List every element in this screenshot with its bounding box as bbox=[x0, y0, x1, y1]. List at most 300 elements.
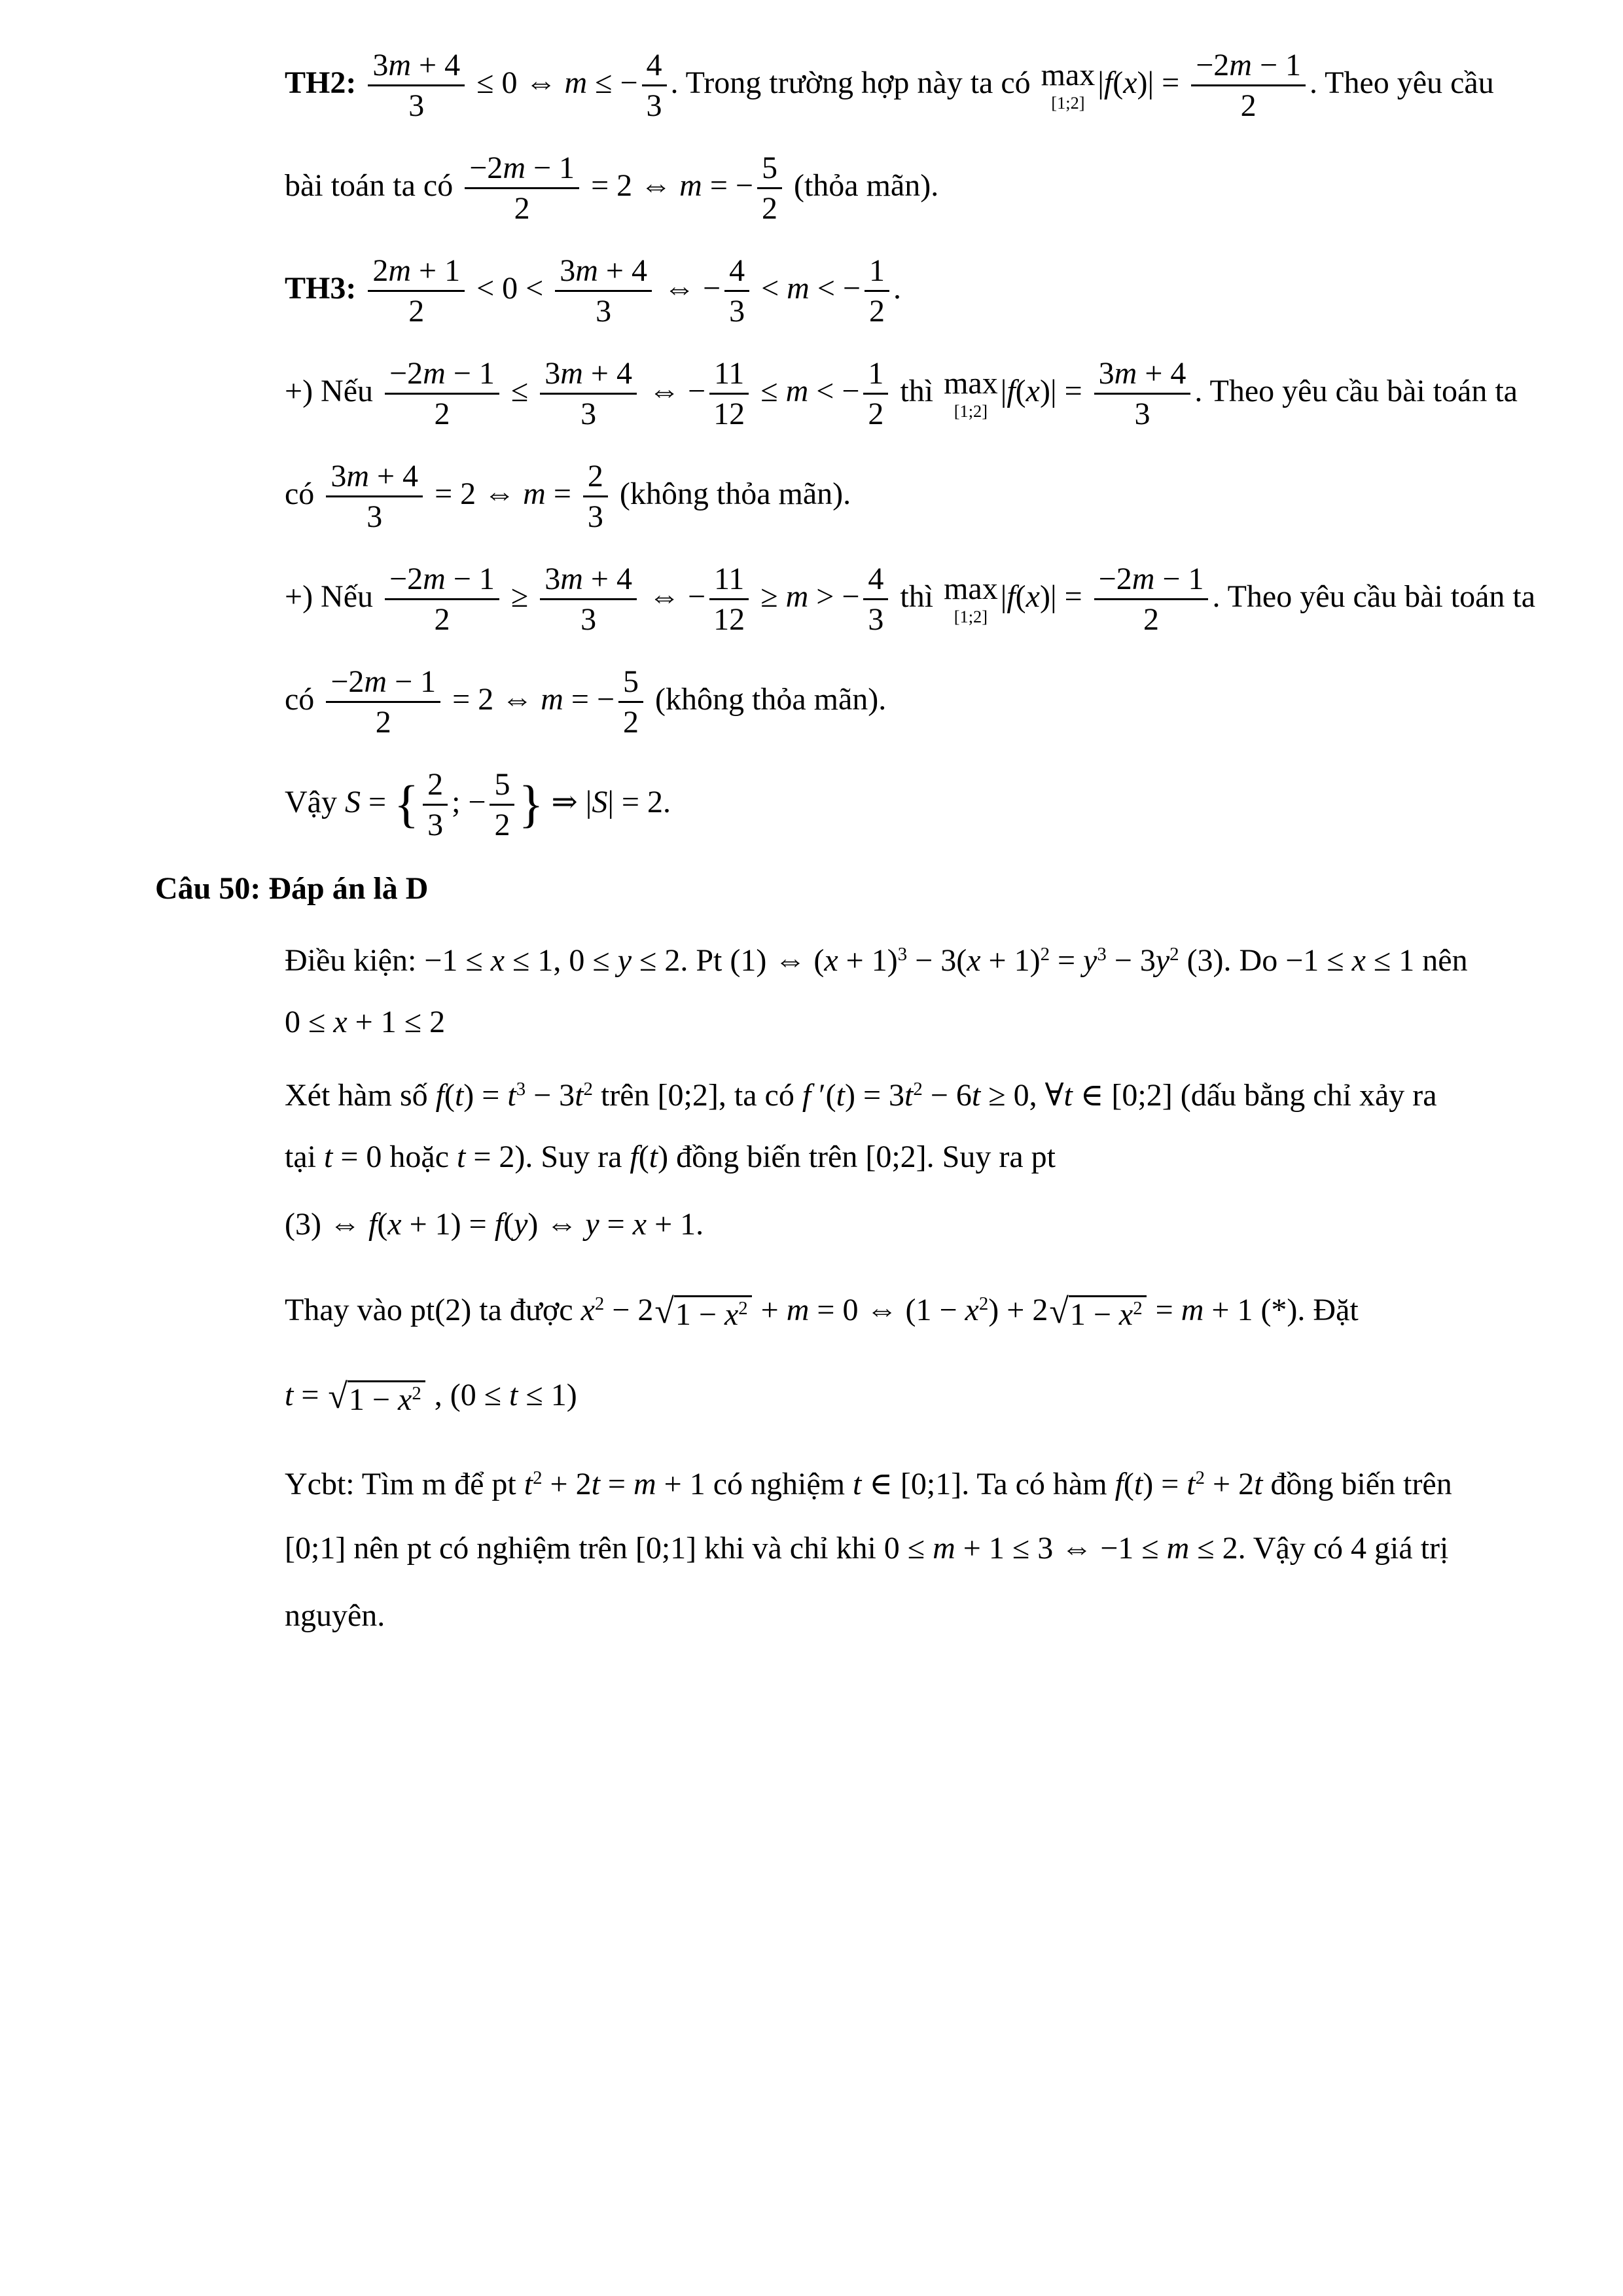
math-variable: t bbox=[971, 1077, 981, 1113]
math-text: 1 bbox=[868, 253, 885, 288]
math-variable: x bbox=[824, 942, 838, 978]
fraction-numerator bbox=[555, 253, 652, 293]
radical-sign-icon: √ bbox=[328, 1376, 348, 1416]
math-text: 3 bbox=[372, 47, 389, 82]
math-text: 2 bbox=[494, 808, 510, 843]
math-text: − 1 bbox=[445, 355, 495, 391]
math-text: | bbox=[1000, 374, 1007, 408]
math-text: 3 bbox=[544, 355, 561, 391]
math-text: −2 bbox=[1098, 561, 1132, 596]
math-variable: x bbox=[965, 1292, 979, 1327]
superscript: 3 bbox=[516, 1079, 526, 1100]
math-variable: f bbox=[1007, 374, 1016, 408]
math-text: 2 bbox=[1240, 88, 1257, 124]
math-text: 11 bbox=[714, 355, 745, 391]
max-operator bbox=[1041, 60, 1096, 111]
math-text: ≥ bbox=[503, 579, 537, 614]
bold-text: Câu 50: Đáp án là D bbox=[155, 871, 429, 906]
math-variable: m bbox=[787, 271, 810, 306]
math-variable: m bbox=[575, 253, 598, 288]
math-text: | bbox=[1097, 65, 1104, 100]
math-variable: t bbox=[575, 1077, 584, 1113]
math-text: 3 bbox=[587, 499, 603, 535]
fraction-denominator bbox=[580, 600, 596, 637]
line-pt3-equiv bbox=[285, 1191, 1600, 1258]
math-text: 1 − bbox=[675, 1297, 724, 1332]
fraction-numerator bbox=[618, 664, 643, 704]
math-text: − 1 bbox=[1251, 47, 1302, 82]
math-text: 4 bbox=[729, 253, 745, 288]
math-variable: m bbox=[423, 355, 446, 391]
math-text: 2 bbox=[434, 602, 450, 637]
fraction-numerator bbox=[757, 151, 782, 190]
math-text: nguyên. bbox=[285, 1598, 385, 1633]
math-text: bài toán ta có bbox=[285, 168, 461, 203]
math-text: ′( bbox=[811, 1077, 836, 1113]
math-variable: t bbox=[836, 1077, 845, 1113]
math-text: + 4 bbox=[597, 253, 647, 288]
math-text: Xét hàm số bbox=[285, 1077, 436, 1113]
math-text: . Trong trường hợp này ta có bbox=[670, 65, 1039, 100]
math-text: . bbox=[893, 271, 901, 306]
fraction bbox=[709, 356, 749, 433]
math-variable: S bbox=[592, 785, 608, 819]
fraction-numerator bbox=[583, 459, 608, 498]
math-text: −2 bbox=[389, 561, 423, 596]
math-text: Vậy bbox=[285, 785, 345, 819]
fraction-numerator bbox=[865, 253, 889, 293]
fraction bbox=[757, 151, 782, 227]
superscript: 2 bbox=[1169, 944, 1179, 965]
math-text: 12 bbox=[713, 602, 745, 637]
math-text: ) ⇔ bbox=[527, 1207, 586, 1242]
math-variable: x bbox=[967, 942, 981, 978]
math-variable: f bbox=[368, 1207, 378, 1242]
math-variable: m bbox=[679, 168, 702, 203]
fraction bbox=[618, 664, 643, 741]
math-text: ≥ bbox=[753, 579, 786, 614]
bold-text: TH2: bbox=[285, 65, 365, 100]
fraction-numerator bbox=[540, 562, 637, 601]
math-text: 2 bbox=[434, 397, 450, 432]
math-text: tại bbox=[285, 1139, 324, 1174]
line-th2 bbox=[285, 31, 1600, 134]
fraction bbox=[555, 253, 652, 330]
line-case1-if bbox=[285, 340, 1600, 442]
line-ycbt bbox=[285, 1441, 1600, 1515]
bold-text: TH3: bbox=[285, 271, 365, 306]
math-variable: m bbox=[633, 1466, 656, 1501]
math-text: − 6 bbox=[922, 1077, 972, 1113]
math-text: 3 bbox=[330, 458, 347, 493]
operator-name: max bbox=[944, 366, 998, 401]
math-text: 3 bbox=[427, 808, 444, 843]
math-text: + 1 bbox=[411, 253, 461, 288]
fraction-denominator bbox=[713, 395, 745, 432]
math-text: 11 bbox=[714, 561, 745, 596]
math-variable: t bbox=[1063, 1077, 1073, 1113]
fraction bbox=[326, 459, 423, 535]
math-variable: m bbox=[560, 561, 583, 596]
operator-interval: [1;2] bbox=[954, 401, 988, 422]
operator-name: max bbox=[944, 571, 998, 607]
fraction-numerator bbox=[1191, 48, 1306, 87]
fraction-denominator bbox=[1135, 395, 1150, 432]
fraction-numerator bbox=[863, 356, 888, 395]
math-text: 2 bbox=[587, 458, 603, 493]
math-text: + 2 bbox=[542, 1466, 592, 1501]
sqrt-expression bbox=[328, 1376, 425, 1417]
math-text: = 0 ⇔ (1 − bbox=[809, 1292, 965, 1327]
math-text: ≤ 1) bbox=[518, 1378, 577, 1412]
math-text: ( bbox=[1123, 1466, 1134, 1501]
fraction bbox=[1191, 48, 1306, 124]
math-variable: t bbox=[1254, 1466, 1263, 1501]
max-operator bbox=[944, 573, 998, 625]
math-variable: m bbox=[1132, 561, 1155, 596]
math-text: )| = bbox=[1137, 65, 1188, 100]
math-variable: m bbox=[1181, 1292, 1204, 1327]
superscript: 2 bbox=[738, 1297, 748, 1319]
math-text: 2 bbox=[868, 397, 884, 432]
big-delimiter: } bbox=[518, 776, 544, 834]
math-text: = bbox=[1147, 1292, 1181, 1327]
fraction-denominator bbox=[514, 189, 530, 226]
fraction-numerator bbox=[724, 253, 749, 293]
fraction bbox=[385, 356, 499, 433]
math-text: = 2 ⇔ bbox=[583, 168, 680, 203]
fraction bbox=[490, 767, 514, 844]
math-text: 0 ≤ bbox=[285, 1005, 334, 1039]
math-text: + 4 bbox=[582, 355, 632, 391]
line-conclusion-s bbox=[285, 751, 1600, 853]
math-variable: m bbox=[564, 65, 588, 100]
math-text: (3) ⇔ bbox=[285, 1207, 368, 1242]
math-text: = bbox=[360, 785, 395, 819]
math-text: ≤ 0 ⇔ bbox=[469, 65, 565, 100]
math-text: ≥ 0, ∀ bbox=[980, 1077, 1064, 1113]
math-text: Điều kiện: −1 ≤ bbox=[285, 942, 491, 978]
math-text: + 4 bbox=[582, 561, 632, 596]
math-text: + 1 (*). Đặt bbox=[1204, 1292, 1359, 1327]
math-text: ) + 2 bbox=[988, 1292, 1048, 1327]
math-variable: m bbox=[346, 458, 369, 493]
math-text: 5 bbox=[494, 766, 510, 802]
fraction bbox=[724, 253, 749, 330]
math-text: < bbox=[753, 271, 787, 306]
fraction bbox=[865, 253, 889, 330]
math-text: −2 bbox=[330, 664, 365, 699]
fraction-numerator bbox=[642, 48, 667, 87]
math-text: 2 bbox=[427, 766, 444, 802]
fraction-denominator bbox=[376, 703, 391, 740]
math-text: ( bbox=[503, 1207, 514, 1242]
fraction-denominator bbox=[494, 806, 510, 843]
math-text: + 1) bbox=[838, 942, 898, 978]
math-variable: t bbox=[1133, 1466, 1143, 1501]
fraction-numerator bbox=[423, 767, 448, 806]
math-text: 5 bbox=[761, 150, 777, 185]
math-variable: f bbox=[494, 1207, 504, 1242]
fraction-denominator bbox=[869, 292, 885, 329]
fraction-numerator bbox=[709, 356, 749, 395]
math-text: 2 bbox=[623, 705, 639, 740]
math-text: có bbox=[285, 476, 323, 511]
fraction bbox=[368, 48, 465, 124]
math-text: thì bbox=[892, 579, 942, 614]
math-text: = bbox=[545, 476, 579, 511]
fraction-denominator bbox=[408, 292, 424, 329]
sqrt-expression bbox=[654, 1291, 751, 1332]
fraction-numerator bbox=[368, 48, 465, 87]
math-text: + 1 ≤ 2 bbox=[347, 1005, 446, 1039]
math-text: ) đồng biến trên [0;2]. Suy ra pt bbox=[658, 1139, 1056, 1174]
math-text: 2 bbox=[761, 191, 777, 226]
solution-text bbox=[155, 31, 1600, 1649]
math-text: ∈ [0;2] (dấu bằng chỉ xảy ra bbox=[1072, 1077, 1437, 1113]
math-text: − 1 bbox=[445, 561, 495, 596]
math-text: 2 bbox=[408, 294, 425, 329]
math-variable: f bbox=[1115, 1466, 1124, 1501]
superscript: 2 bbox=[978, 1293, 989, 1314]
fraction-denominator bbox=[427, 806, 443, 843]
math-variable: m bbox=[785, 579, 809, 614]
fraction-numerator bbox=[1094, 356, 1191, 395]
math-text: ( bbox=[1113, 65, 1124, 100]
math-text: 3 bbox=[646, 88, 662, 124]
math-variable: m bbox=[423, 561, 446, 596]
math-text: > − bbox=[808, 579, 860, 614]
math-variable: x bbox=[1026, 374, 1040, 408]
math-text: . Theo yêu cầu bài toán ta bbox=[1212, 579, 1536, 614]
superscript: 2 bbox=[1133, 1297, 1143, 1319]
fraction-denominator bbox=[434, 395, 450, 432]
math-text: | = 2. bbox=[607, 785, 671, 819]
fraction bbox=[863, 356, 888, 433]
math-text: −2 bbox=[389, 355, 423, 391]
math-text: , (0 ≤ bbox=[426, 1378, 510, 1412]
math-variable: t bbox=[853, 1466, 862, 1501]
fraction bbox=[709, 562, 749, 638]
fraction-denominator bbox=[647, 86, 662, 124]
math-variable: S bbox=[344, 785, 361, 819]
math-text: (3). Do −1 ≤ bbox=[1179, 942, 1352, 978]
math-variable: m bbox=[933, 1531, 955, 1566]
math-text: ≤ 1, 0 ≤ bbox=[505, 942, 618, 978]
math-variable: m bbox=[541, 682, 563, 717]
math-text: )| = bbox=[1039, 579, 1090, 614]
math-text: = bbox=[293, 1378, 327, 1412]
math-text: − 1 bbox=[387, 664, 437, 699]
math-text: + 1 có nghiệm bbox=[656, 1466, 853, 1501]
fraction bbox=[642, 48, 667, 124]
math-text: < 0 < bbox=[469, 271, 552, 306]
operator-name: max bbox=[1041, 58, 1096, 93]
fraction bbox=[1094, 562, 1209, 638]
line-nghiem-range bbox=[285, 1515, 1600, 1582]
line-case2-if bbox=[285, 545, 1600, 648]
math-text: = 2). Suy ra bbox=[465, 1139, 630, 1174]
fraction-denominator bbox=[1241, 86, 1257, 124]
sqrt-expression bbox=[1049, 1291, 1146, 1332]
math-text: Thay vào pt(2) ta được bbox=[285, 1292, 581, 1327]
math-text: − 3 bbox=[1106, 942, 1156, 978]
math-variable: y bbox=[617, 942, 632, 978]
line-dat-t bbox=[285, 1350, 1600, 1441]
superscript: 3 bbox=[1097, 944, 1107, 965]
math-text: 4 bbox=[646, 47, 662, 82]
math-text: ) = bbox=[463, 1077, 508, 1113]
fraction-denominator bbox=[713, 600, 745, 637]
math-text: +) Nếu bbox=[285, 374, 382, 408]
fraction bbox=[540, 562, 637, 638]
math-variable: f bbox=[1103, 65, 1113, 100]
math-variable: m bbox=[785, 374, 809, 408]
math-text: thì bbox=[892, 374, 942, 408]
math-variable: x bbox=[387, 1207, 402, 1242]
math-text: 3 bbox=[544, 561, 561, 596]
math-variable: y bbox=[1083, 942, 1097, 978]
math-text: . Theo yêu cầu bài toán ta bbox=[1194, 374, 1518, 408]
math-variable: x bbox=[580, 1292, 595, 1327]
math-text: 1 bbox=[868, 355, 884, 391]
math-variable: x bbox=[490, 942, 505, 978]
superscript: 2 bbox=[1195, 1467, 1205, 1488]
math-text: ( bbox=[377, 1207, 388, 1242]
superscript: 2 bbox=[913, 1079, 923, 1100]
math-variable: t bbox=[524, 1466, 533, 1501]
math-variable: f bbox=[435, 1077, 444, 1113]
math-text: ⇔ − bbox=[640, 374, 706, 408]
math-text: 3 bbox=[596, 294, 612, 329]
operator-interval: [1;2] bbox=[954, 607, 988, 627]
math-text: ≤ bbox=[503, 374, 537, 408]
math-variable: t bbox=[509, 1378, 518, 1412]
math-variable: m bbox=[1114, 355, 1137, 391]
math-text: có bbox=[285, 682, 323, 717]
math-variable: x bbox=[1118, 1297, 1133, 1332]
fraction bbox=[465, 151, 579, 227]
line-th3 bbox=[285, 237, 1600, 340]
math-text: + 2 bbox=[1205, 1466, 1255, 1501]
fraction bbox=[385, 562, 499, 638]
math-text: ≤ − bbox=[587, 65, 638, 100]
math-variable: m bbox=[560, 355, 583, 391]
math-variable: f bbox=[802, 1077, 812, 1113]
math-text: < − bbox=[808, 374, 860, 408]
heading-cau-50 bbox=[155, 866, 1600, 912]
math-text: ⇒ | bbox=[543, 785, 592, 819]
math-variable: y bbox=[1155, 942, 1170, 978]
fraction bbox=[583, 459, 608, 535]
math-variable: x bbox=[333, 1005, 348, 1039]
fraction-denominator bbox=[1143, 600, 1159, 637]
radicand bbox=[1069, 1295, 1147, 1331]
math-text: 4 bbox=[868, 561, 884, 596]
math-text: ( bbox=[444, 1077, 455, 1113]
math-text: 3 bbox=[1098, 355, 1115, 391]
line-nguyen bbox=[285, 1582, 1600, 1649]
fraction-numerator bbox=[368, 253, 465, 293]
fraction bbox=[368, 253, 465, 330]
math-text: 3 bbox=[580, 602, 597, 637]
superscript: 2 bbox=[412, 1383, 421, 1405]
math-text: = 0 hoặc bbox=[332, 1139, 457, 1174]
math-text: 3 bbox=[560, 253, 576, 288]
math-variable: t bbox=[507, 1077, 516, 1113]
math-variable: x bbox=[632, 1207, 647, 1242]
radicand bbox=[674, 1295, 752, 1331]
math-text: + 1 ≤ 3 ⇔ −1 ≤ bbox=[955, 1531, 1167, 1566]
math-text: ≤ 2. Pt (1) ⇔ ( bbox=[632, 942, 825, 978]
max-operator bbox=[944, 368, 998, 420]
line-thay-vao-pt2 bbox=[285, 1258, 1600, 1350]
math-text: +) Nếu bbox=[285, 579, 382, 614]
line-dieu-kien bbox=[285, 921, 1600, 988]
math-text: 3 bbox=[580, 397, 597, 432]
radical-sign-icon: √ bbox=[654, 1291, 674, 1331]
math-variable: f bbox=[1007, 579, 1016, 614]
math-text: −2 bbox=[469, 150, 503, 185]
math-text: = 2 ⇔ bbox=[444, 682, 541, 717]
fraction-denominator bbox=[434, 600, 450, 637]
radical-sign-icon: √ bbox=[1049, 1291, 1069, 1331]
math-text: 3 bbox=[729, 294, 745, 329]
math-variable: t bbox=[591, 1466, 600, 1501]
fraction-denominator bbox=[623, 703, 639, 740]
math-text: 12 bbox=[713, 397, 745, 432]
line-xet-ham-so bbox=[285, 1056, 1600, 1123]
math-text: = 2 ⇔ bbox=[427, 476, 524, 511]
math-text: ) = bbox=[1143, 1466, 1187, 1501]
fraction bbox=[863, 562, 888, 638]
math-variable: t bbox=[285, 1378, 294, 1412]
math-text: + bbox=[753, 1292, 787, 1327]
math-variable: t bbox=[649, 1139, 658, 1174]
math-text: (thỏa mãn). bbox=[785, 168, 939, 203]
math-variable: t bbox=[1186, 1466, 1196, 1501]
fraction-numerator bbox=[1094, 562, 1209, 601]
math-variable: m bbox=[786, 1292, 810, 1327]
math-variable: x bbox=[1026, 579, 1040, 614]
math-variable: x bbox=[1123, 65, 1137, 100]
math-variable: y bbox=[585, 1207, 599, 1242]
fraction bbox=[1094, 356, 1191, 433]
math-text: 3 bbox=[868, 602, 884, 637]
math-variable: f bbox=[630, 1139, 639, 1174]
fraction-numerator bbox=[465, 151, 579, 190]
fraction-numerator bbox=[540, 356, 637, 395]
math-variable: m bbox=[503, 150, 526, 185]
math-text: − 3 bbox=[526, 1077, 575, 1113]
math-text: − 2 bbox=[604, 1292, 654, 1327]
superscript: 2 bbox=[583, 1079, 593, 1100]
math-text: 3 bbox=[408, 88, 425, 124]
math-text: 5 bbox=[623, 664, 639, 699]
math-variable: y bbox=[514, 1207, 528, 1242]
math-variable: m bbox=[1229, 47, 1252, 82]
superscript: 2 bbox=[1040, 944, 1050, 965]
math-text: + 1) bbox=[980, 942, 1041, 978]
math-text: −2 bbox=[1196, 47, 1230, 82]
math-text: = bbox=[599, 1466, 633, 1501]
math-text: − 1 bbox=[1154, 561, 1204, 596]
fraction-denominator bbox=[580, 395, 596, 432]
line-case2-result bbox=[285, 648, 1600, 751]
math-variable: t bbox=[904, 1077, 914, 1113]
math-text: + 4 bbox=[411, 47, 461, 82]
math-text: )| = bbox=[1039, 374, 1090, 408]
